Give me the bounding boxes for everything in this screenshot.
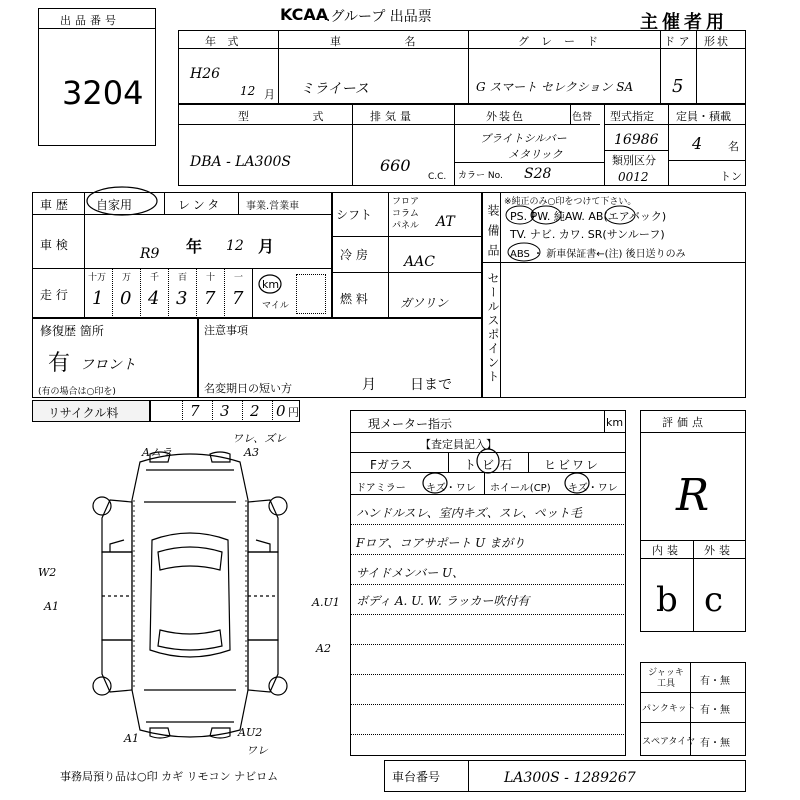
jack-value: 有・無 (700, 676, 730, 687)
inspector-comment-2: Fロア、コアサポート U まがり (356, 536, 526, 550)
mileage-digit-2: 4 (148, 288, 160, 309)
year-value: H26 (190, 66, 221, 82)
inspector-comment-1: ハンドルスレ、室内キズ、スレ、ペット毛 (356, 506, 582, 520)
color-value-1: ブライトシルバー (480, 132, 567, 145)
color-value-2: メタリック (508, 148, 563, 161)
interior-value: b (656, 580, 678, 620)
office-note: 事務局預り品は○印 カギ リモコン ナビロム (60, 770, 279, 783)
repair-label: 修復歴 箇所 (40, 324, 104, 338)
repair-location: フロント (80, 357, 136, 373)
inspection-era: R9 (140, 246, 160, 262)
month-value: 12 (240, 84, 256, 98)
inspector-comment-3: サイドメンバー U、 (356, 566, 465, 580)
wheel-option: キズ・ワレ (568, 483, 618, 494)
doors-value: 5 (672, 76, 684, 97)
name-value: ミライース (300, 81, 369, 97)
repair-hint: (有の場合は○印を) (38, 387, 116, 397)
spare-value: 有・無 (700, 738, 730, 749)
crack-label: ヒビワレ (544, 458, 601, 472)
meter-unit: km (606, 416, 624, 429)
category-value: 0012 (618, 170, 649, 184)
mileage-digit-5: 7 (232, 288, 244, 309)
mileage-label: 走 行 (40, 288, 68, 302)
recycle-digit-1: 3 (220, 402, 230, 420)
inspector-title: 【査定員記入】 (420, 438, 497, 451)
mark-a1-bottom: A1 (124, 732, 139, 745)
mark-au1-right: A.U1 (312, 596, 340, 609)
name-label: 車 名 (330, 35, 446, 48)
equipment-abs-circle (504, 241, 544, 263)
shift-opt-column: コラム (392, 209, 419, 219)
notes-deadline-label: 名変期日の短い方 (204, 382, 292, 395)
mileage-unit-1: 万 (122, 273, 132, 283)
cc-value: 660 (380, 156, 411, 175)
chassis-label: 車台番号 (392, 770, 441, 784)
type-designation-label: 型式指定 (610, 110, 654, 123)
inspector-comment-4: ボディ A. U. W. ラッカー吹付有 (356, 594, 530, 608)
mirror-label: ドアミラー (356, 483, 406, 494)
mirror-scratch-circle (420, 470, 450, 496)
equipment-line2: TV. ナビ. カワ. SR(サンルーフ) (510, 228, 665, 241)
mileage-km-circle (256, 272, 284, 296)
shape-label: 形状 (704, 35, 730, 48)
chip-label: トビ石 (464, 458, 519, 472)
equipment-line1: PS. PW. 純AW. AB(エアバック) (510, 210, 667, 223)
history-label: 車 歴 (40, 198, 68, 212)
ton-unit: トン (720, 170, 742, 183)
inspection-month: 12 (226, 238, 244, 254)
mirror-option: キズ・ワレ (426, 483, 476, 494)
history-own: 自家用 (96, 198, 133, 212)
mark-a1-top: Aムラ (142, 446, 172, 459)
doors-label: ドア (664, 35, 694, 48)
color-change-label: 色替 (572, 112, 592, 123)
aircon-label: 冷 房 (340, 248, 368, 262)
shift-opt-panel: パネル (392, 221, 420, 231)
recycle-digit-2: 2 (250, 402, 260, 420)
mark-a1-left: A1 (44, 600, 59, 613)
equipment-ab-circle (600, 204, 640, 226)
exterior-value: c (704, 580, 724, 620)
mark-a3-top: A3 (244, 446, 259, 459)
inspection-year-unit: 年 (186, 237, 203, 256)
grade-value: G スマート セレクション SA (476, 80, 634, 94)
chassis-value: LA300S - 1289267 (504, 770, 636, 786)
interior-label: 内装 (652, 544, 682, 557)
chip-circle (474, 446, 502, 476)
equipment-pw-circle (528, 204, 568, 226)
recycle-unit: 円 (288, 406, 299, 419)
equipment-label: 装備品 (486, 204, 500, 264)
mileage-unit-0: 十万 (88, 273, 107, 283)
color-no-label: カラー No. (458, 171, 503, 181)
mileage-digit-4: 7 (204, 288, 216, 309)
wheel-label: ホイール(CP) (490, 483, 551, 494)
inspection-label: 車 検 (40, 238, 68, 252)
mileage-mile: マイル (262, 301, 289, 311)
model-label: 型 式 (238, 110, 354, 123)
inspection-month-unit: 月 (258, 237, 275, 256)
mileage-km: km (262, 278, 280, 291)
jack-label: ジャッキ工具 (648, 668, 684, 689)
repair-value: 有 (48, 351, 71, 376)
notes-day-unit: 日まで (410, 377, 452, 393)
shift-opt-floor: フロア (392, 197, 420, 207)
year-label: 年 式 (205, 35, 243, 48)
mileage-unit-2: 千 (150, 273, 160, 283)
mark-wr-top: ワレ、ズレ (232, 432, 287, 445)
notes-label: 注意事項 (204, 324, 248, 337)
mileage-unit-4: 十 (206, 273, 216, 283)
lot-number-value: 3204 (62, 74, 144, 112)
car-damage-diagram (80, 440, 300, 750)
aircon-value: AAC (404, 254, 435, 270)
equipment-line3: ABS ・ 新車保証書←(注) 後日送りのみ (510, 249, 686, 260)
copy-type: 主催者用 (640, 12, 728, 33)
mark-a2-right: A2 (316, 642, 331, 655)
shift-value: AT (436, 214, 455, 230)
fuel-value: ガソリン (400, 296, 449, 310)
brand-logo: KCAA (280, 5, 329, 24)
mileage-digit-0: 1 (92, 288, 104, 309)
mileage-digit-3: 3 (176, 288, 188, 309)
puncture-value: 有・無 (700, 705, 730, 716)
capacity-unit: 名 (728, 140, 739, 153)
cc-unit: C.C. (428, 172, 447, 182)
recycle-digit-3: 0 (276, 402, 286, 420)
meter-label: 現メーター指示 (368, 417, 453, 431)
rating-label: 評価点 (662, 416, 707, 429)
type-designation-value: 16986 (614, 132, 659, 148)
puncture-label: パンクキット (642, 704, 696, 714)
rating-value: R (676, 470, 710, 521)
history-rental: レンタ (178, 198, 223, 212)
recycle-label: リサイクル料 (48, 406, 119, 420)
capacity-value: 4 (692, 134, 703, 153)
category-label: 類別区分 (612, 154, 656, 167)
mileage-unit-5: 一 (234, 273, 244, 283)
history-business: 事業.営業車 (246, 201, 300, 212)
grade-label: グレード (518, 35, 610, 48)
recycle-digit-0: 7 (190, 402, 200, 420)
wheel-scratch-circle (562, 470, 592, 496)
mark-wr-bottom: ワレ (246, 744, 268, 757)
mileage-digit-1: 0 (120, 288, 132, 309)
sales-point-label: セールスポイント (486, 272, 500, 384)
form-title: .グループ 出品票 (326, 9, 432, 25)
equipment-note: ※純正のみ○印をつけて下さい。 (504, 197, 637, 207)
mark-w2: W2 (38, 566, 57, 579)
lot-number-label: 出品番号 (60, 14, 120, 27)
mileage-unit-3: 百 (178, 273, 188, 283)
color-label: 外装色 (486, 110, 525, 123)
color-no-value: S28 (524, 166, 552, 182)
model-value: DBA - LA300S (190, 154, 291, 170)
glass-label: Fガラス (370, 458, 413, 472)
capacity-label: 定員・積載 (676, 110, 731, 123)
spare-label: スペアタイヤ (642, 737, 696, 747)
month-unit: 月 (264, 88, 275, 101)
mark-au2-bottom: AU2 (238, 726, 263, 739)
notes-month-unit: 月 (362, 377, 376, 393)
fuel-label: 燃 料 (340, 292, 368, 306)
exterior-label: 外装 (704, 544, 734, 557)
cc-label: 排気量 (370, 110, 415, 123)
shift-label: シフト (336, 208, 373, 222)
history-own-circle (84, 184, 160, 218)
